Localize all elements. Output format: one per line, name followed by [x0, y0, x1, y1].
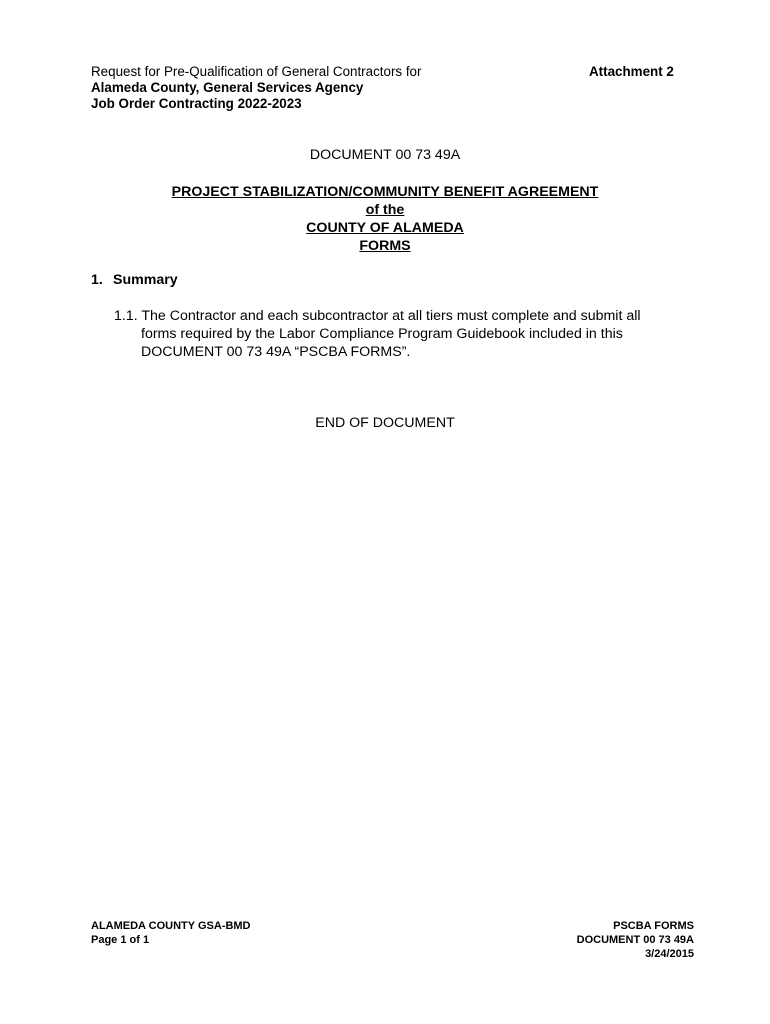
- footer-page-number: Page 1 of 1: [91, 934, 150, 946]
- section-item-line-2: forms required by the Labor Compliance Program Guidebook included in this: [141, 326, 623, 342]
- header-program-line: Job Order Contracting 2022-2023: [91, 96, 302, 111]
- title-line-4: FORMS: [359, 238, 411, 254]
- footer-org: ALAMEDA COUNTY GSA-BMD: [91, 920, 251, 932]
- title-line-2: of the: [365, 202, 405, 218]
- footer-form-name: PSCBA FORMS: [613, 920, 694, 932]
- section-number: 1.: [91, 272, 103, 288]
- end-of-document: END OF DOCUMENT: [315, 415, 455, 431]
- footer-date: 3/24/2015: [645, 948, 694, 960]
- footer-document-number: DOCUMENT 00 73 49A: [576, 934, 694, 946]
- header-attachment-label: Attachment 2: [589, 64, 674, 79]
- section-item-text-1: The Contractor and each subcontractor at all tiers must complete and submit all: [141, 308, 641, 324]
- document-number: DOCUMENT 00 73 49A: [309, 147, 461, 163]
- section-item-number: 1.1.: [114, 308, 138, 324]
- section-heading-text: Summary: [113, 272, 178, 288]
- title-line-3: COUNTY OF ALAMEDA: [306, 220, 464, 236]
- title-line-1: PROJECT STABILIZATION/COMMUNITY BENEFIT AGREEMENT: [171, 184, 599, 200]
- header-request-line: Request for Pre-Qualification of General Contractors for: [91, 64, 422, 79]
- section-item-line-1: [114, 308, 641, 325]
- section-heading: [91, 272, 178, 289]
- header-agency-line: Alameda County, General Services Agency: [91, 80, 364, 95]
- section-item-line-3: DOCUMENT 00 73 49A “PSCBA FORMS”.: [141, 344, 411, 360]
